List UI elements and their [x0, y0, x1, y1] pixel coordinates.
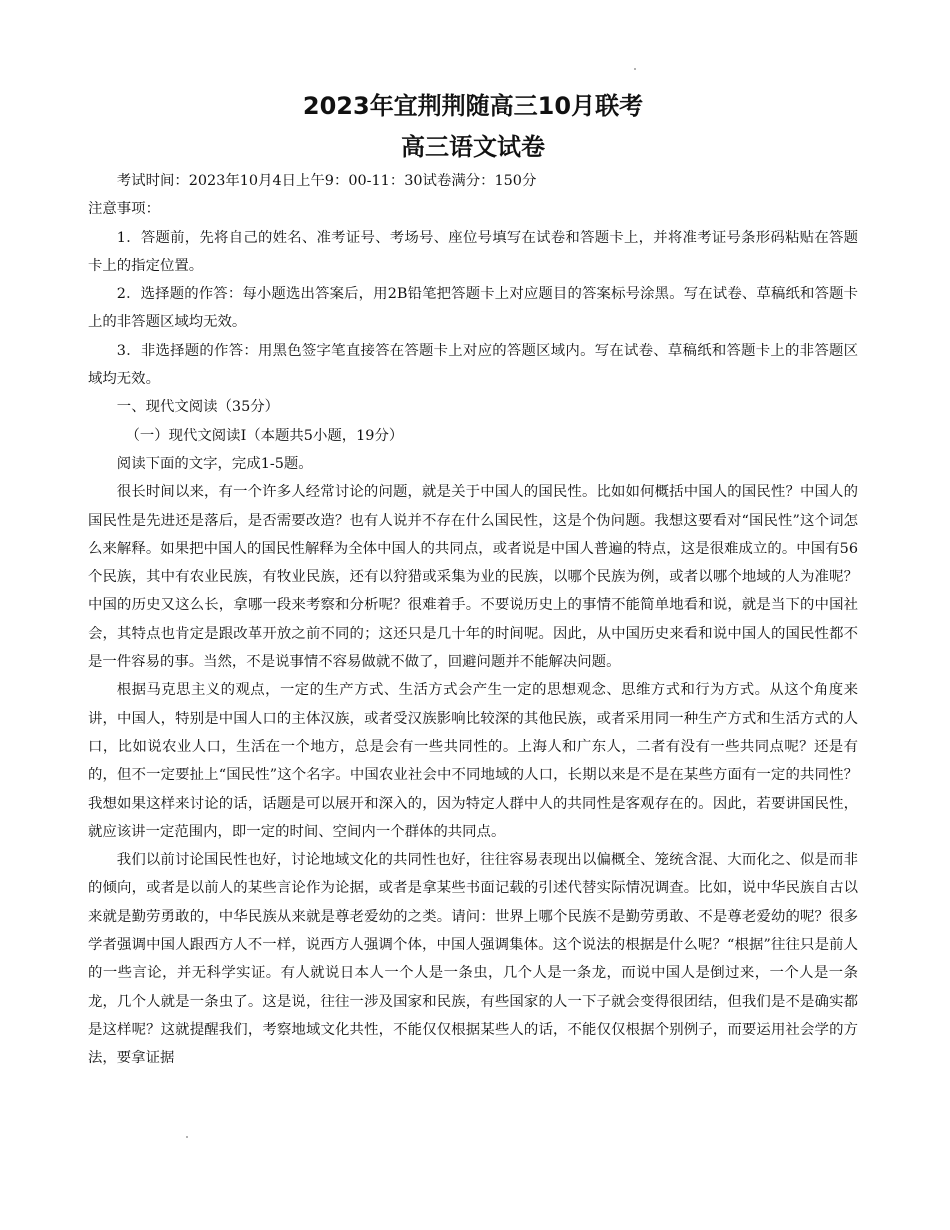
notice-item-2: 2．选择题的作答：每小题选出答案后，用2B铅笔把答题卡上对应题目的答案标号涂黑。写在试卷、草稿纸和答题卡上的非答题区域均无效。 [88, 286, 858, 331]
passage-paragraph-2: 根据马克思主义的观点，一定的生产方式、生活方式会产生一定的思想观念、思维方式和行为方式。从这个角度来讲，中国人，特别是中国人口的主体汉族，或者受汉族影响比较深的其他民族，或者采用同一种生产方式和生活方式的人口，比如说农业人口，生活在一个地方，总是会有一些共同性的。上海人和广东人，二者有没有一些共同点呢？还是有的，但不一定要扯上“国民性”这个名字。中国农业社会中不同地域的人口，长期以来是不是在某些方面有一定的共同性？我想如果这样来讨论的话，话题是可以展开和深入的，因为特定人群中人的共同性是客观存在的。因此，若要讲国民性，就应该讲一定范围内，即一定的时间、空间内一个群体的共同点。 [88, 682, 858, 840]
passage-paragraph-1: 很长时间以来，有一个许多人经常讨论的问题，就是关于中国人的国民性。比如如何概括中国人的国民性？中国人的国民性是先进还是落后，是否需要改造？也有人说并不存在什么国民性，这是个伪问题。我想这要看对“国民性”这个词怎么来解释。如果把中国人的国民性解释为全体中国人的共同点，或者说是中国人普遍的特点，这是很难成立的。中国有56个民族，其中有农业民族，有牧业民族，还有以狩猎或采集为业的民族，以哪个民族为例，或者以哪个地域的人为准呢？中国的历史又这么长，拿哪一段来考察和分析呢？很难着手。不要说历史上的事情不能简单地看和说，就是当下的中国社会，其特点也肯定是跟改革开放之前不同的；这还只是几十年的时间呢。因此，从中国历史来看和说中国人的国民性都不是一件容易的事。当然，不是说事情不容易做就不做了，回避问题并不能解决问题。 [88, 484, 858, 671]
exam-page [88, 88, 858, 1073]
reading-instruction: 阅读下面的文字，完成1-5题。 [116, 455, 313, 472]
scan-speck-bottom [186, 1136, 188, 1138]
exam-score: 试卷满分：150分 [422, 173, 537, 189]
notice-heading: 注意事项： [88, 201, 160, 218]
passage-paragraph-3: 我们以前讨论国民性也好，讨论地域文化的共同性也好，往往容易表现出以偏概全、笼统含混、大而化之、似是而非的倾向，或者是以前人的某些言论作为论据，或者是拿某些书面记载的引述代替实际情况调查。比如，说中华民族自古以来就是勤劳勇敢的，中华民族从来就是尊老爱幼的之类。请问：世界上哪个民族不是勤劳勇敢、不是尊老爱幼的呢？很多学者强调中国人跟西方人不一样，说西方人强调个体，中国人强调集体。这个说法的根据是什么呢？“根据”往往只是前人的一些言论，并无科学实证。有人就说日本人一个人是一条虫，几个人是一条龙，而说中国人是倒过来，一个人是一条龙，几个人就是一条虫了。这是说，往往一涉及国家和民族，有些国家的人一下子就会变得很团结，但我们是不是确实都是这样呢？这就提醒我们，考察地域文化共性，不能仅仅根据某些人的话，不能仅仅根据个别例子，而要运用社会学的方法，要拿证据 [88, 852, 858, 1067]
exam-info [88, 167, 858, 195]
section-heading: 一、现代文阅读（35分） [116, 399, 280, 416]
notice-item-3: 3．非选择题的作答：用黑色签字笔直接答在答题卡上对应的答题区域内。写在试卷、草稿纸和答题卡上的非答题区域均无效。 [88, 342, 858, 388]
exam-subtitle: 高三语文试卷 [401, 133, 545, 161]
section-subheading: （一）现代文阅读Ⅰ（本题共5小题，19分） [125, 427, 404, 444]
notice-item-1: 1．答题前，先将自己的姓名、准考证号、考场号、座位号填写在试卷和答题卡上，并将准考证号条形码粘贴在答题卡上的指定位置。 [88, 229, 858, 274]
scan-speck-top [634, 68, 636, 70]
exam-title: 2023年宜荆荆随高三10月联考 [302, 92, 644, 120]
exam-time: 考试时间：2023年10月4日上午9：00-11：30 [116, 173, 423, 189]
